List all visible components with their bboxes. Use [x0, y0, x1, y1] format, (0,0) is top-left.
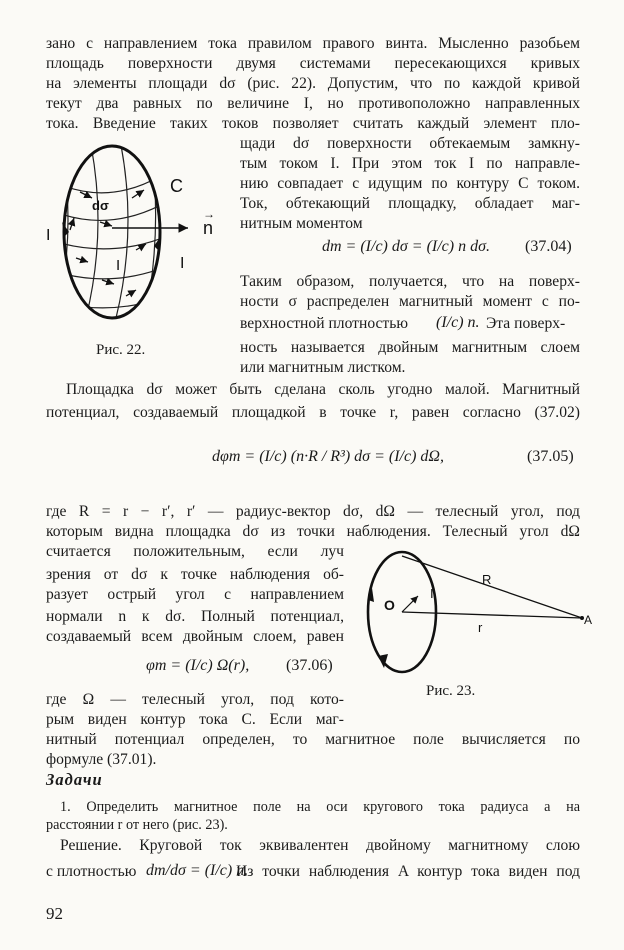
text-line: нитный потенциал определен, то магнитное поле вычисляется по	[46, 731, 580, 748]
equation-number: (37.05)	[527, 448, 574, 465]
text-line: зано с направлением тока правилом правого винта. Мысленно разобьем	[46, 35, 580, 52]
text-line: или магнитным листком.	[240, 359, 406, 376]
text-line: верхностной плотностью	[240, 315, 408, 332]
text-line: Таким образом, получается, что на поверх-	[240, 273, 580, 290]
text-line: ность называется двойным магнитным слоем	[240, 339, 580, 356]
text-line: щади dσ поверхности обтекаемым замкну-	[240, 135, 580, 152]
svg-text:→: →	[203, 207, 215, 221]
text-line: считается положительным, если луч	[46, 543, 344, 560]
fig22-label-i-right: I	[180, 255, 185, 272]
text-line: на элементы площади dσ (рис. 22). Допустим, что по каждой кривой	[46, 75, 580, 92]
fig23-label-i: I	[430, 586, 434, 601]
text-line: которым видна площадка dσ из точки наблюдения. Телесный угол dΩ	[46, 523, 580, 540]
fig23-label-r-small: r	[478, 620, 483, 635]
text-line: где R = r − r′, r′ — радиус-вектор dσ, dΩ — телесный угол, под	[46, 503, 580, 520]
text-line: Площадка dσ может быть сделана сколь угодно малой. Магнитный	[66, 381, 580, 398]
fig22-label-c: C	[170, 176, 183, 196]
text-line: нию совпадает с идущим по контуру C током.	[240, 175, 580, 192]
text-line: создаваемый всем двойным слоем, равен	[46, 628, 344, 645]
inline-formula: dm/dσ = (I/c) n.	[146, 862, 249, 879]
text-line: Из точки наблюдения A контур тока виден под	[236, 863, 580, 880]
text-line: разует острый угол с направлением	[46, 586, 344, 603]
fig23-label-a: A	[584, 613, 593, 627]
figure-caption: Рис. 22.	[96, 342, 146, 358]
text-line: нитным моментом	[240, 215, 363, 232]
page-number: 92	[46, 904, 63, 923]
figure-23	[358, 548, 598, 678]
figure-22	[40, 140, 240, 340]
text-line: нормали n к dσ. Полный потенциал,	[46, 608, 344, 625]
text-line: Решение. Круговой ток эквивалентен двойному магнитному слою	[60, 837, 580, 854]
equation-number: (37.06)	[286, 657, 333, 674]
fig22-label-dsigma: dσ	[92, 198, 109, 213]
fig23-label-o: O	[384, 597, 395, 613]
text-line: Ток, обтекающий площадку, обладает маг-	[240, 195, 580, 212]
formula-37-05: dφm = (I/c) (n·R / R³) dσ = (I/c) dΩ,	[212, 448, 444, 465]
text-line: Эта поверх-	[486, 315, 566, 332]
text-line: тым током I. При этом ток I по направле-	[240, 155, 580, 172]
text-line: ности σ распределен магнитный момент с по-	[240, 293, 580, 310]
equation-number: (37.04)	[525, 238, 572, 255]
text-line: площадь поверхности двумя системами пересекающихся кривых	[46, 55, 580, 72]
fig22-label-i-center: I	[116, 257, 121, 274]
text-line: рым виден контур тока C. Если маг-	[46, 711, 344, 728]
text-line: где Ω — телесный угол, под кото-	[46, 691, 344, 708]
fig23-label-r-big: R	[482, 572, 492, 587]
text-line: тока. Введение таких токов позволяет считать каждый элемент пло-	[46, 115, 580, 132]
text-line: потенциал, создаваемый площадкой в точке r, равен согласно (37.02)	[46, 404, 580, 421]
fig22-label-i-left: I	[46, 227, 51, 244]
text-line: 1. Определить магнитное поле на оси кругового тока радиуса a на	[60, 799, 580, 815]
inline-formula: (I/c) n.	[436, 314, 480, 331]
text-line: текут два равных по величине I, но противоположно направленных	[46, 95, 580, 112]
text-line: расстоянии r от него (рис. 23).	[46, 817, 228, 833]
fig22-label-n: n	[203, 218, 214, 238]
formula-37-04: dm = (I/c) dσ = (I/c) n dσ.	[322, 238, 490, 255]
formula-37-06: φm = (I/c) Ω(r),	[146, 657, 250, 674]
text-line: с плотностью	[46, 863, 137, 880]
section-heading: Задачи	[46, 770, 103, 789]
text-line: формуле (37.01).	[46, 751, 157, 768]
figure-caption: Рис. 23.	[426, 683, 476, 699]
text-line: зрения от dσ к точке наблюдения об-	[46, 566, 344, 583]
